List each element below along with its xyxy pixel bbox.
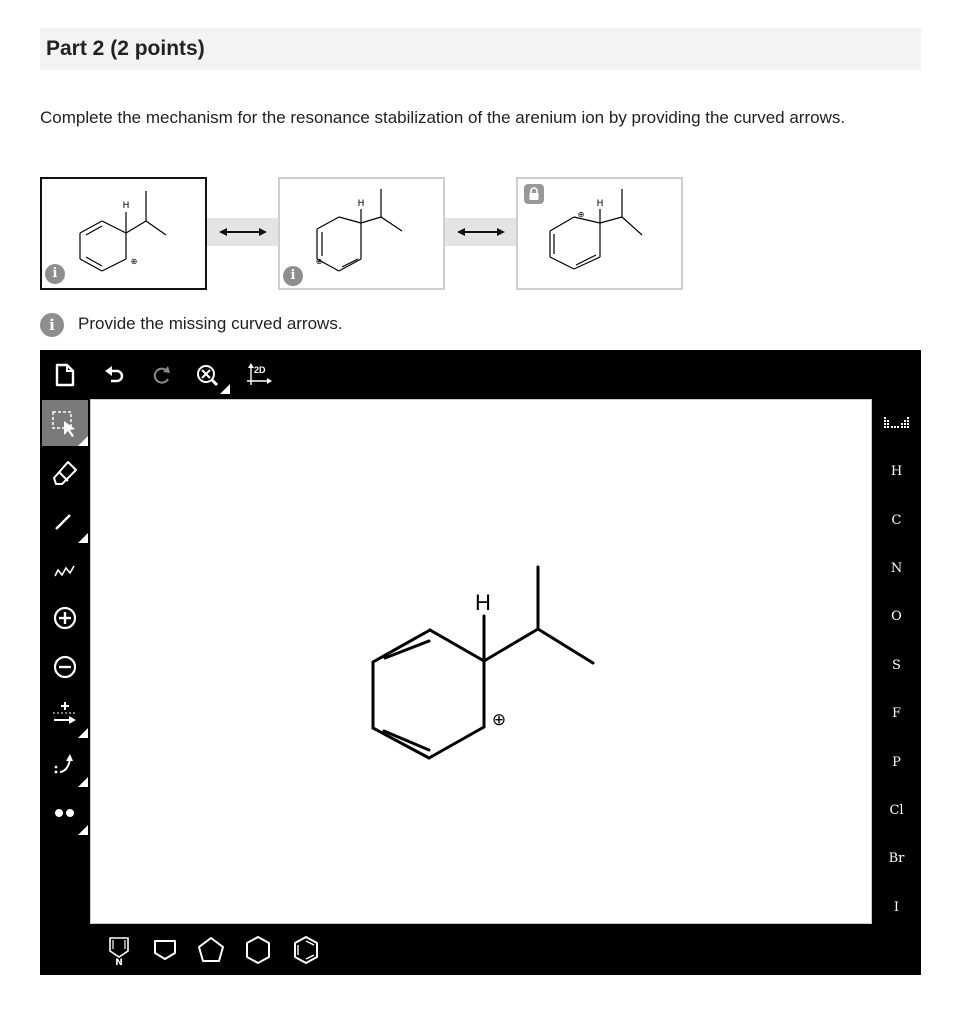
resonance-structure-1[interactable] bbox=[40, 177, 207, 290]
positive-charge-label: ⊕ bbox=[315, 257, 323, 266]
resonance-structure-2[interactable] bbox=[278, 177, 445, 290]
cyclopentane-template[interactable] bbox=[191, 925, 231, 975]
arenium-ion-drawing bbox=[91, 400, 871, 923]
lasso-select-icon bbox=[42, 400, 88, 446]
positive-charge-label: ⊕ bbox=[491, 710, 507, 730]
element-o[interactable]: O bbox=[891, 609, 902, 624]
pyrrole-n-label: N bbox=[115, 958, 123, 968]
curved-arrow-tool[interactable] bbox=[42, 741, 88, 787]
element-f[interactable]: F bbox=[891, 706, 902, 721]
part-header bbox=[40, 28, 921, 70]
editor-toolbar bbox=[40, 350, 921, 400]
clean-2d-label: 2D bbox=[254, 365, 266, 375]
minus-circle-icon bbox=[42, 643, 88, 689]
tool-palette bbox=[40, 400, 90, 925]
lone-pair-tool[interactable] bbox=[42, 789, 88, 835]
reaction-arrow-icon bbox=[42, 692, 88, 738]
plus-circle-icon bbox=[42, 594, 88, 640]
reaction-arrow-tool[interactable] bbox=[42, 692, 88, 738]
pentagon-icon bbox=[191, 925, 231, 975]
info-icon[interactable]: i bbox=[283, 266, 303, 286]
new-document-icon[interactable] bbox=[52, 362, 78, 388]
pyrrole-template[interactable] bbox=[99, 925, 139, 975]
double-headed-arrow-icon bbox=[207, 218, 279, 246]
benzene-template[interactable] bbox=[286, 925, 326, 975]
hydrogen-label: H bbox=[122, 201, 130, 211]
positive-charge-tool[interactable] bbox=[42, 594, 88, 640]
template-toolbar bbox=[90, 925, 872, 975]
chain-icon bbox=[42, 546, 88, 592]
molecule-editor bbox=[40, 350, 921, 975]
benzene-icon bbox=[286, 925, 326, 975]
element-palette bbox=[872, 400, 921, 925]
part-title: Part 2 (2 points) bbox=[46, 37, 205, 60]
info-icon[interactable]: i bbox=[45, 264, 65, 284]
arenium-ion-structure-2 bbox=[280, 179, 443, 288]
hexagon-icon bbox=[238, 925, 278, 975]
element-h[interactable]: H bbox=[890, 464, 903, 479]
eraser-tool[interactable] bbox=[42, 448, 88, 494]
periodic-table-icon[interactable] bbox=[884, 415, 912, 431]
hydrogen-label: H bbox=[475, 590, 491, 615]
cyclohexane-template[interactable] bbox=[238, 925, 278, 975]
drawing-canvas[interactable] bbox=[90, 399, 872, 924]
redo-icon[interactable] bbox=[148, 362, 174, 388]
pyrrole-icon bbox=[99, 925, 139, 975]
zoom-icon[interactable] bbox=[192, 360, 232, 396]
curved-arrow-icon bbox=[42, 741, 88, 787]
hint-text: Provide the missing curved arrows. bbox=[78, 314, 343, 333]
resonance-arrow-1 bbox=[207, 218, 279, 246]
clean-2d-icon[interactable] bbox=[245, 362, 273, 390]
single-bond-icon bbox=[42, 497, 88, 543]
positive-charge-label: ⊕ bbox=[577, 210, 585, 219]
hydrogen-label: H bbox=[596, 199, 604, 209]
hydrogen-label: H bbox=[357, 199, 365, 209]
eraser-icon bbox=[42, 448, 88, 494]
element-p[interactable]: P bbox=[892, 755, 901, 770]
resonance-arrow-2 bbox=[445, 218, 517, 246]
undo-icon[interactable] bbox=[102, 362, 128, 388]
double-headed-arrow-icon bbox=[445, 218, 517, 246]
arenium-ion-structure-1 bbox=[42, 179, 205, 288]
question-prompt: Complete the mechanism for the resonance stabilization of the arenium ion by providing the curved arrows. bbox=[40, 108, 846, 127]
resonance-structure-3 bbox=[516, 177, 683, 290]
select-tool[interactable] bbox=[42, 400, 88, 446]
element-c[interactable]: C bbox=[891, 513, 902, 528]
shield-ring-icon bbox=[145, 925, 185, 975]
info-icon: i bbox=[40, 313, 64, 337]
arenium-ion-structure-3 bbox=[518, 179, 681, 288]
element-cl[interactable]: Cl bbox=[889, 803, 904, 818]
lone-pair-icon bbox=[42, 789, 88, 835]
positive-charge-label: ⊕ bbox=[130, 257, 138, 266]
element-i[interactable]: I bbox=[893, 900, 900, 915]
element-n[interactable]: N bbox=[890, 561, 903, 576]
negative-charge-tool[interactable] bbox=[42, 643, 88, 689]
bond-tool[interactable] bbox=[42, 497, 88, 543]
cyclobutane-template[interactable] bbox=[145, 925, 185, 975]
element-br[interactable]: Br bbox=[888, 851, 905, 866]
chain-tool[interactable] bbox=[42, 546, 88, 592]
element-s[interactable]: S bbox=[892, 658, 901, 673]
